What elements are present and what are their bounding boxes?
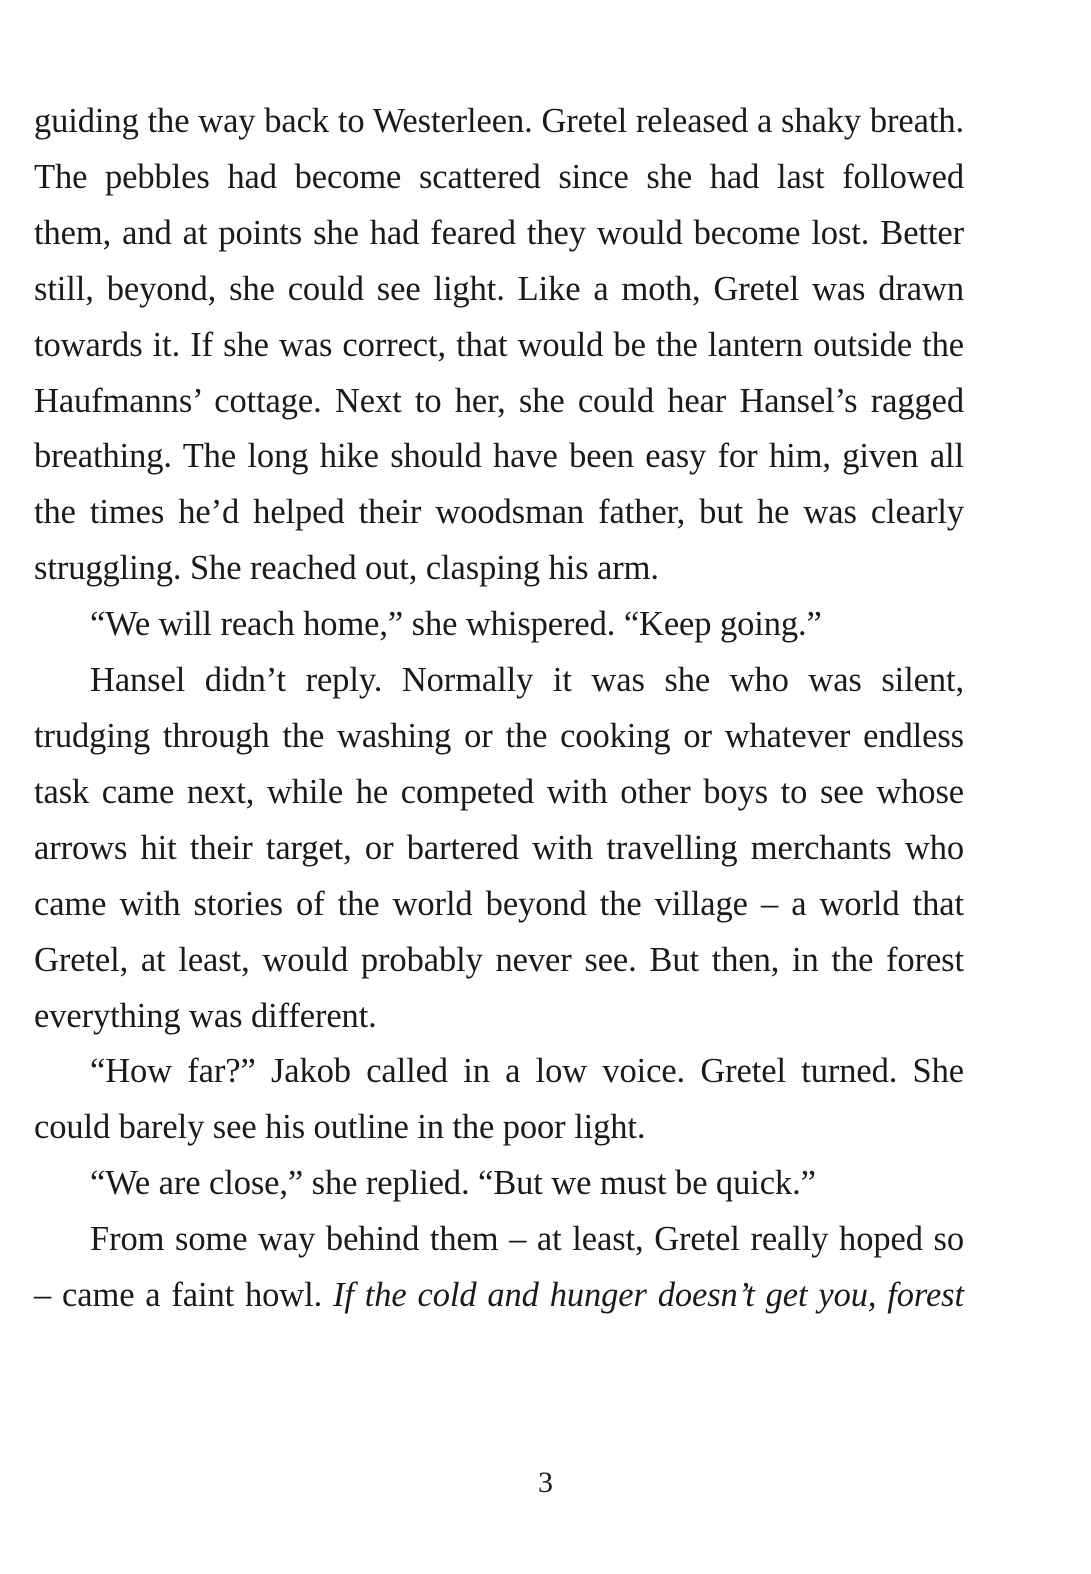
paragraph-4: “How far?” Jakob called in a low voice. Gretel turned. She could barely see his outline in the poor light. [34, 1052, 964, 1147]
paragraph-3: Hansel didn’t reply. Normally it was she who was silent, trudging through the washing or the cooking or whatever endless task came next, while he competed with other boys to see whose arrows hit their target, or bartered with travelling merchants who came with stories of the world beyond the village – a world that Gretel, at least, would probably never see. But then, in the forest everything was different. [34, 661, 964, 1035]
paragraph-6-italic: If the cold and hunger doesn’t get you, forest [333, 1276, 964, 1315]
paragraph-6 [34, 1212, 964, 1324]
body-text [34, 94, 964, 1324]
paragraph-5: “We are close,” she replied. “But we must be quick.” [90, 1164, 816, 1203]
paragraph-2: “We will reach home,” she whispered. “Keep going.” [90, 605, 822, 644]
paragraph-1: guiding the way back to Westerleen. Gretel released a shaky breath. The pebbles had become scattered since she had last followed them, and at points she had feared they would become lost. Better still, beyond, she could see light. Like a moth, Gretel was drawn towards it. If she was correct, that would be the lantern outside the Haufmanns’ cottage. Next to her, she could hear Hansel’s ragged breathing. The long hike should have been easy for him, given all the times he’d helped their woodsman father, but he was clearly struggling. She reached out, clasping his arm. [34, 102, 964, 588]
page-number: 3 [538, 1466, 553, 1499]
paragraph-6-regular: From some way behind them – at least, Gretel really hoped so – came a faint howl. [34, 1220, 964, 1315]
